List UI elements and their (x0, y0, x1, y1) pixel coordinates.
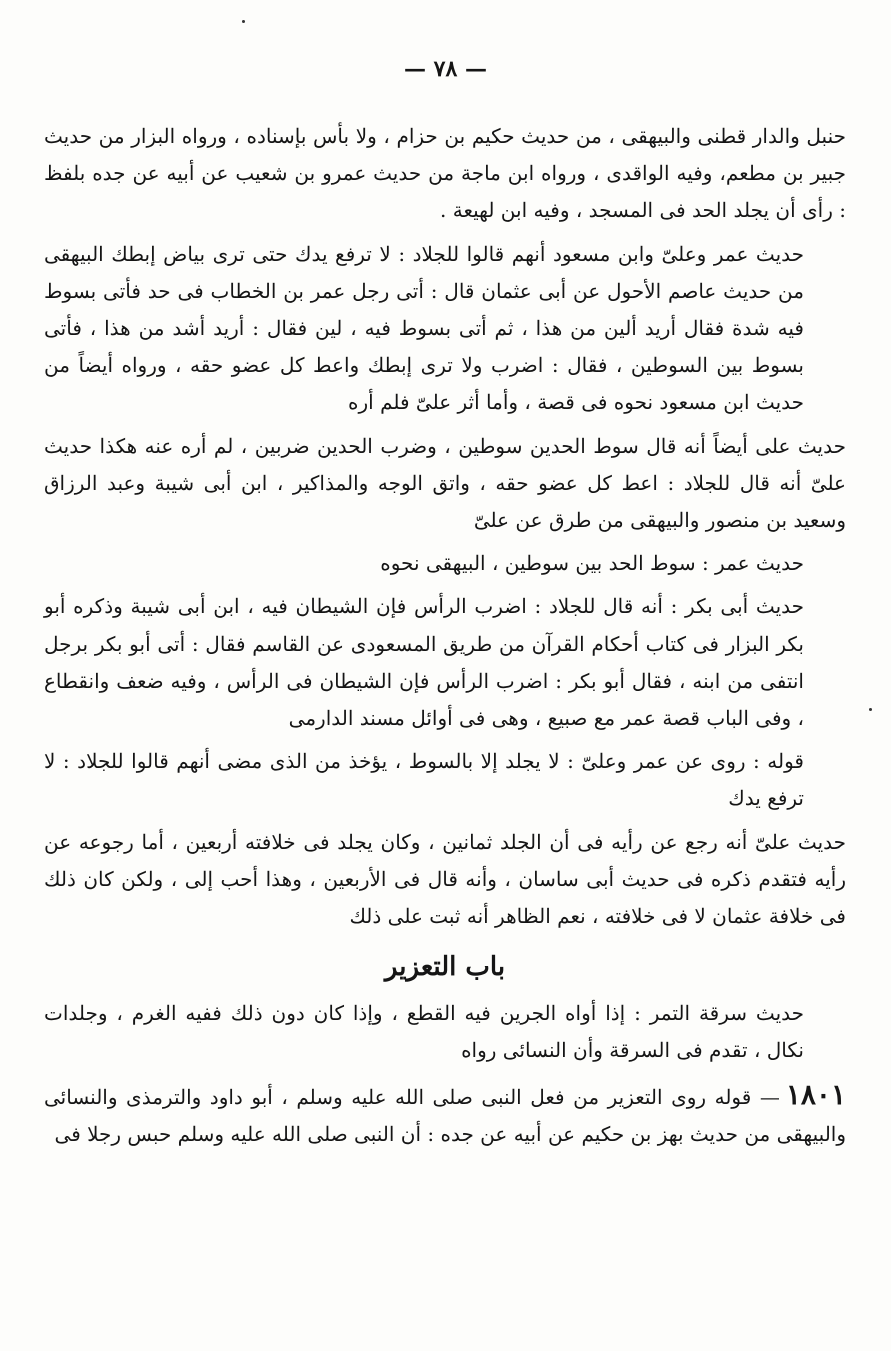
scan-speck (869, 708, 872, 711)
entry-number: ١٨٠١ (785, 1077, 846, 1111)
section-heading: باب التعزير (384, 952, 506, 983)
numbered-paragraph (44, 1076, 846, 1153)
page-number: — ٧٨ — (404, 56, 487, 82)
paragraph-6: قوله : روى عن عمر وعلىّ : لا يجلد إلا بالسوط ، يؤخذ من الذى مضى أنهم قالوا للجلاد : لا ترفع يدك (44, 749, 804, 811)
paragraph-8: حديث سرقة التمر : إذا أواه الجرين فيه القطع ، وإذا كان دون ذلك ففيه الغرم ، وجلدات نكال ، تقدم فى السرقة وأن النسائى رواه (44, 1001, 804, 1063)
entry-dash: — (759, 1084, 780, 1109)
paragraph-7: حديث علىّ أنه رجع عن رأيه فى أن الجلد ثمانين ، وكان يجلد فى خلافته أربعين ، أما رجوعه عن رأيه فتقدم ذكره فى حديث أبى ساسان ، وأنه قال فى الأربعين ، وهذا أحب إلى ، ولكن كان ذلك فى خلافة عثمان لا فى خلافته ، نعم الظاهر أنه ثبت على ذلك (44, 829, 846, 929)
body-text (44, 118, 846, 1159)
entry-text: قوله روى التعزير من فعل النبى صلى الله عليه وسلم ، أبو داود والترمذى والنسائى والبيهقى من حديث بهز بن حكيم عن أبيه عن جده : أن النبى صلى الله عليه وسلم حبس رجلا فى (44, 1084, 846, 1146)
paragraph-3: حديث على أيضاً أنه قال سوط الحدين سوطين ، وضرب الحدين ضربين ، لم أره عنه هكذا حديث علىّ أنه قال للجلاد : اعط كل عضو حقه ، واتق الوجه والمذاكير ، ابن أبى شيبة وعبد الرزاق وسعيد بن منصور والبيهقى من طرق عن علىّ (44, 433, 846, 533)
paragraph-5: حديث أبى بكر : أنه قال للجلاد : اضرب الرأس فإن الشيطان فيه ، ابن أبى شيبة وذكره أبو بكر البزار فى كتاب أحكام القرآن من طريق المسعودى عن القاسم فقال : أتى أبو بكر برجل انتفى من ابنه ، فقال أبو بكر : اضرب الرأس فإن الشيطان فى الرأس ، وفيه ضعف وانقطاع ، وفى الباب قصة عمر مع صبيع ، وهى فى أوائل مسند الدارمى (44, 594, 805, 731)
paragraph-4: حديث عمر : سوط الحد بين سوطين ، البيهقى نحوه (380, 551, 804, 576)
paragraph-2: حديث عمر وعلىّ وابن مسعود أنهم قالوا للجلاد : لا ترفع يدك حتى ترى بياض إبطك البيهقى من حديث عاصم الأحول عن أبى عثمان قال : أتى رجل عمر بن الخطاب فى حد فأتى بسوط فيه شدة فقال أريد ألين من هذا ، ثم أتى بسوط فيه ، لين فقال : أريد أشد من هذا ، فأتى بسوط بين السوطين ، فقال : اضرب ولا ترى إبطك واعط كل عضو حقه ، ورواه أيضاً من حديث ابن مسعود نحوه فى قصة ، وأما أثر علىّ فلم أره (44, 241, 804, 415)
scan-speck (242, 20, 245, 23)
paragraph-1: حنبل والدار قطنى والبيهقى ، من حديث حكيم بن حزام ، ولا بأس بإسناده ، ورواه البزار من حديث جبير بن مطعم، وفيه الواقدى ، ورواه ابن ماجة من حديث عمرو بن شعيب عن أبيه عن جده بلفظ : رأى أن يجلد الحد فى المسجد ، وفيه ابن لهيعة . (44, 124, 846, 223)
